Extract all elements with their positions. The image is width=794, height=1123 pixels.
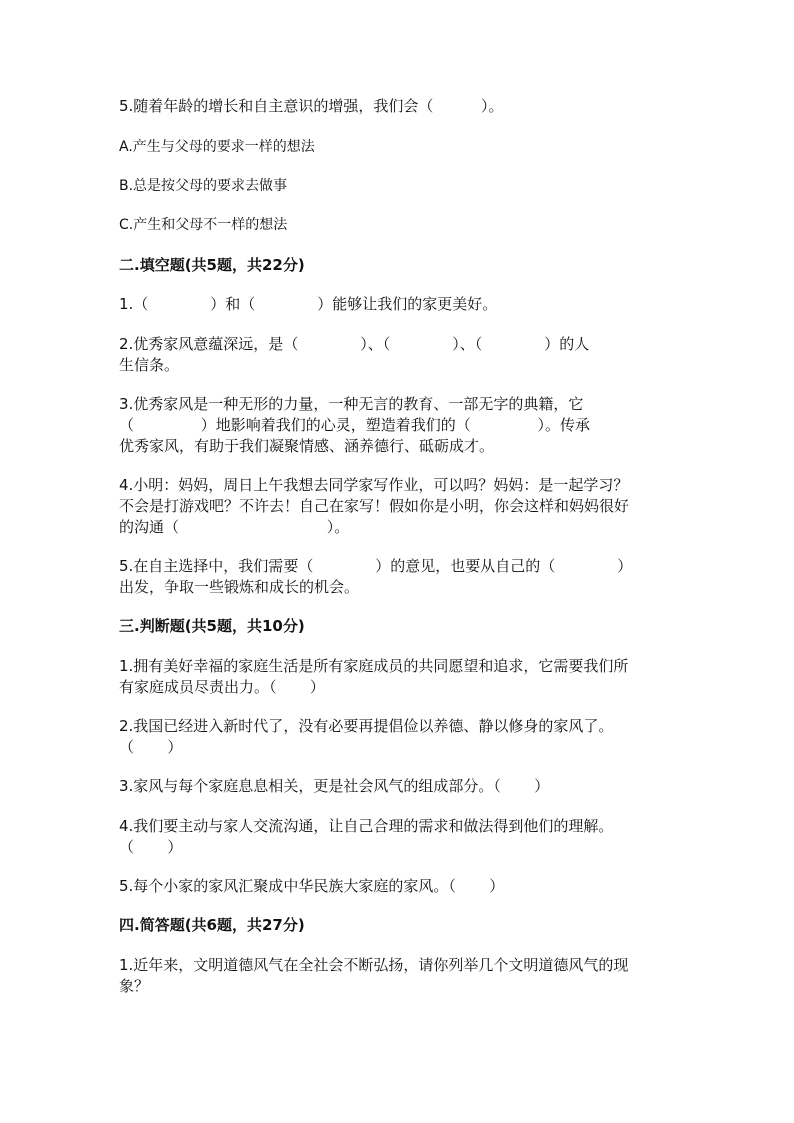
section-2-title: 二.填空题(共5题，共22分)	[119, 256, 305, 274]
judge-question-3: 3.家风与每个家庭息息相关，更是社会风气的组成部分。（ ）	[119, 777, 550, 795]
fill-question-2-line-2: 生信条。	[119, 356, 180, 374]
short-answer-question-1-line-1: 1.近年来，文明道德风气在全社会不断弘扬，请你列举几个文明道德风气的现	[119, 956, 629, 974]
fill-question-4-line-3: 的沟通（ ）。	[119, 518, 350, 536]
fill-question-3-line-3: 优秀家风，有助于我们凝聚情感、涵养德行、砥砺成才。	[119, 437, 495, 455]
fill-question-5-line-1: 5.在自主选择中，我们需要（ ）的意见，也要从自己的（ ）	[119, 557, 633, 575]
short-answer-question-1-line-2: 象？	[119, 977, 150, 995]
choice-option-a: A.产生与父母的要求一样的想法	[119, 139, 315, 155]
choice-option-b: B.总是按父母的要求去做事	[119, 178, 288, 194]
fill-question-5-line-2: 出发，争取一些锻炼和成长的机会。	[119, 578, 360, 596]
judge-question-1-line-1: 1.拥有美好幸福的家庭生活是所有家庭成员的共同愿望和追求，它需要我们所	[119, 657, 629, 675]
section-3-title: 三.判断题(共5题，共10分)	[119, 617, 305, 635]
fill-question-4-line-2: 不会是打游戏吧？不许去！自己在家写！假如你是小明，你会这样和妈妈很好	[119, 497, 630, 515]
choice-option-c: C.产生和父母不一样的想法	[119, 217, 288, 233]
judge-question-4-line-2: （ ）	[119, 838, 183, 856]
fill-question-3-line-1: 3.优秀家风是一种无形的力量，一种无言的教育、一部无字的典籍，它	[119, 395, 584, 413]
fill-question-2-line-1: 2.优秀家风意蕴深远，是（ ）、（ ）、（ ）的人	[119, 335, 590, 353]
choice-question-5-stem: 5.随着年龄的增长和自主意识的增强，我们会（ ）。	[119, 97, 504, 115]
judge-question-5: 5.每个小家的家风汇聚成中华民族大家庭的家风。（ ）	[119, 877, 505, 895]
judge-question-2-line-2: （ ）	[119, 738, 183, 756]
section-4-title: 四.简答题(共6题，共27分)	[119, 916, 305, 934]
fill-question-1: 1.（ ）和（ ）能够让我们的家更美好。	[119, 295, 498, 313]
fill-question-3-line-2: （ ）地影响着我们的心灵，塑造着我们的（ ）。传承	[119, 416, 591, 434]
fill-question-4-line-1: 4.小明：妈妈，周日上午我想去同学家写作业，可以吗？妈妈：是一起学习？	[119, 476, 629, 494]
judge-question-1-line-2: 有家庭成员尽责出力。（ ）	[119, 678, 325, 696]
judge-question-4-line-1: 4.我们要主动与家人交流沟通，让自己合理的需求和做法得到他们的理解。	[119, 817, 614, 835]
judge-question-2-line-1: 2.我国已经进入新时代了，没有必要再提倡俭以养德、静以修身的家风了。	[119, 717, 614, 735]
